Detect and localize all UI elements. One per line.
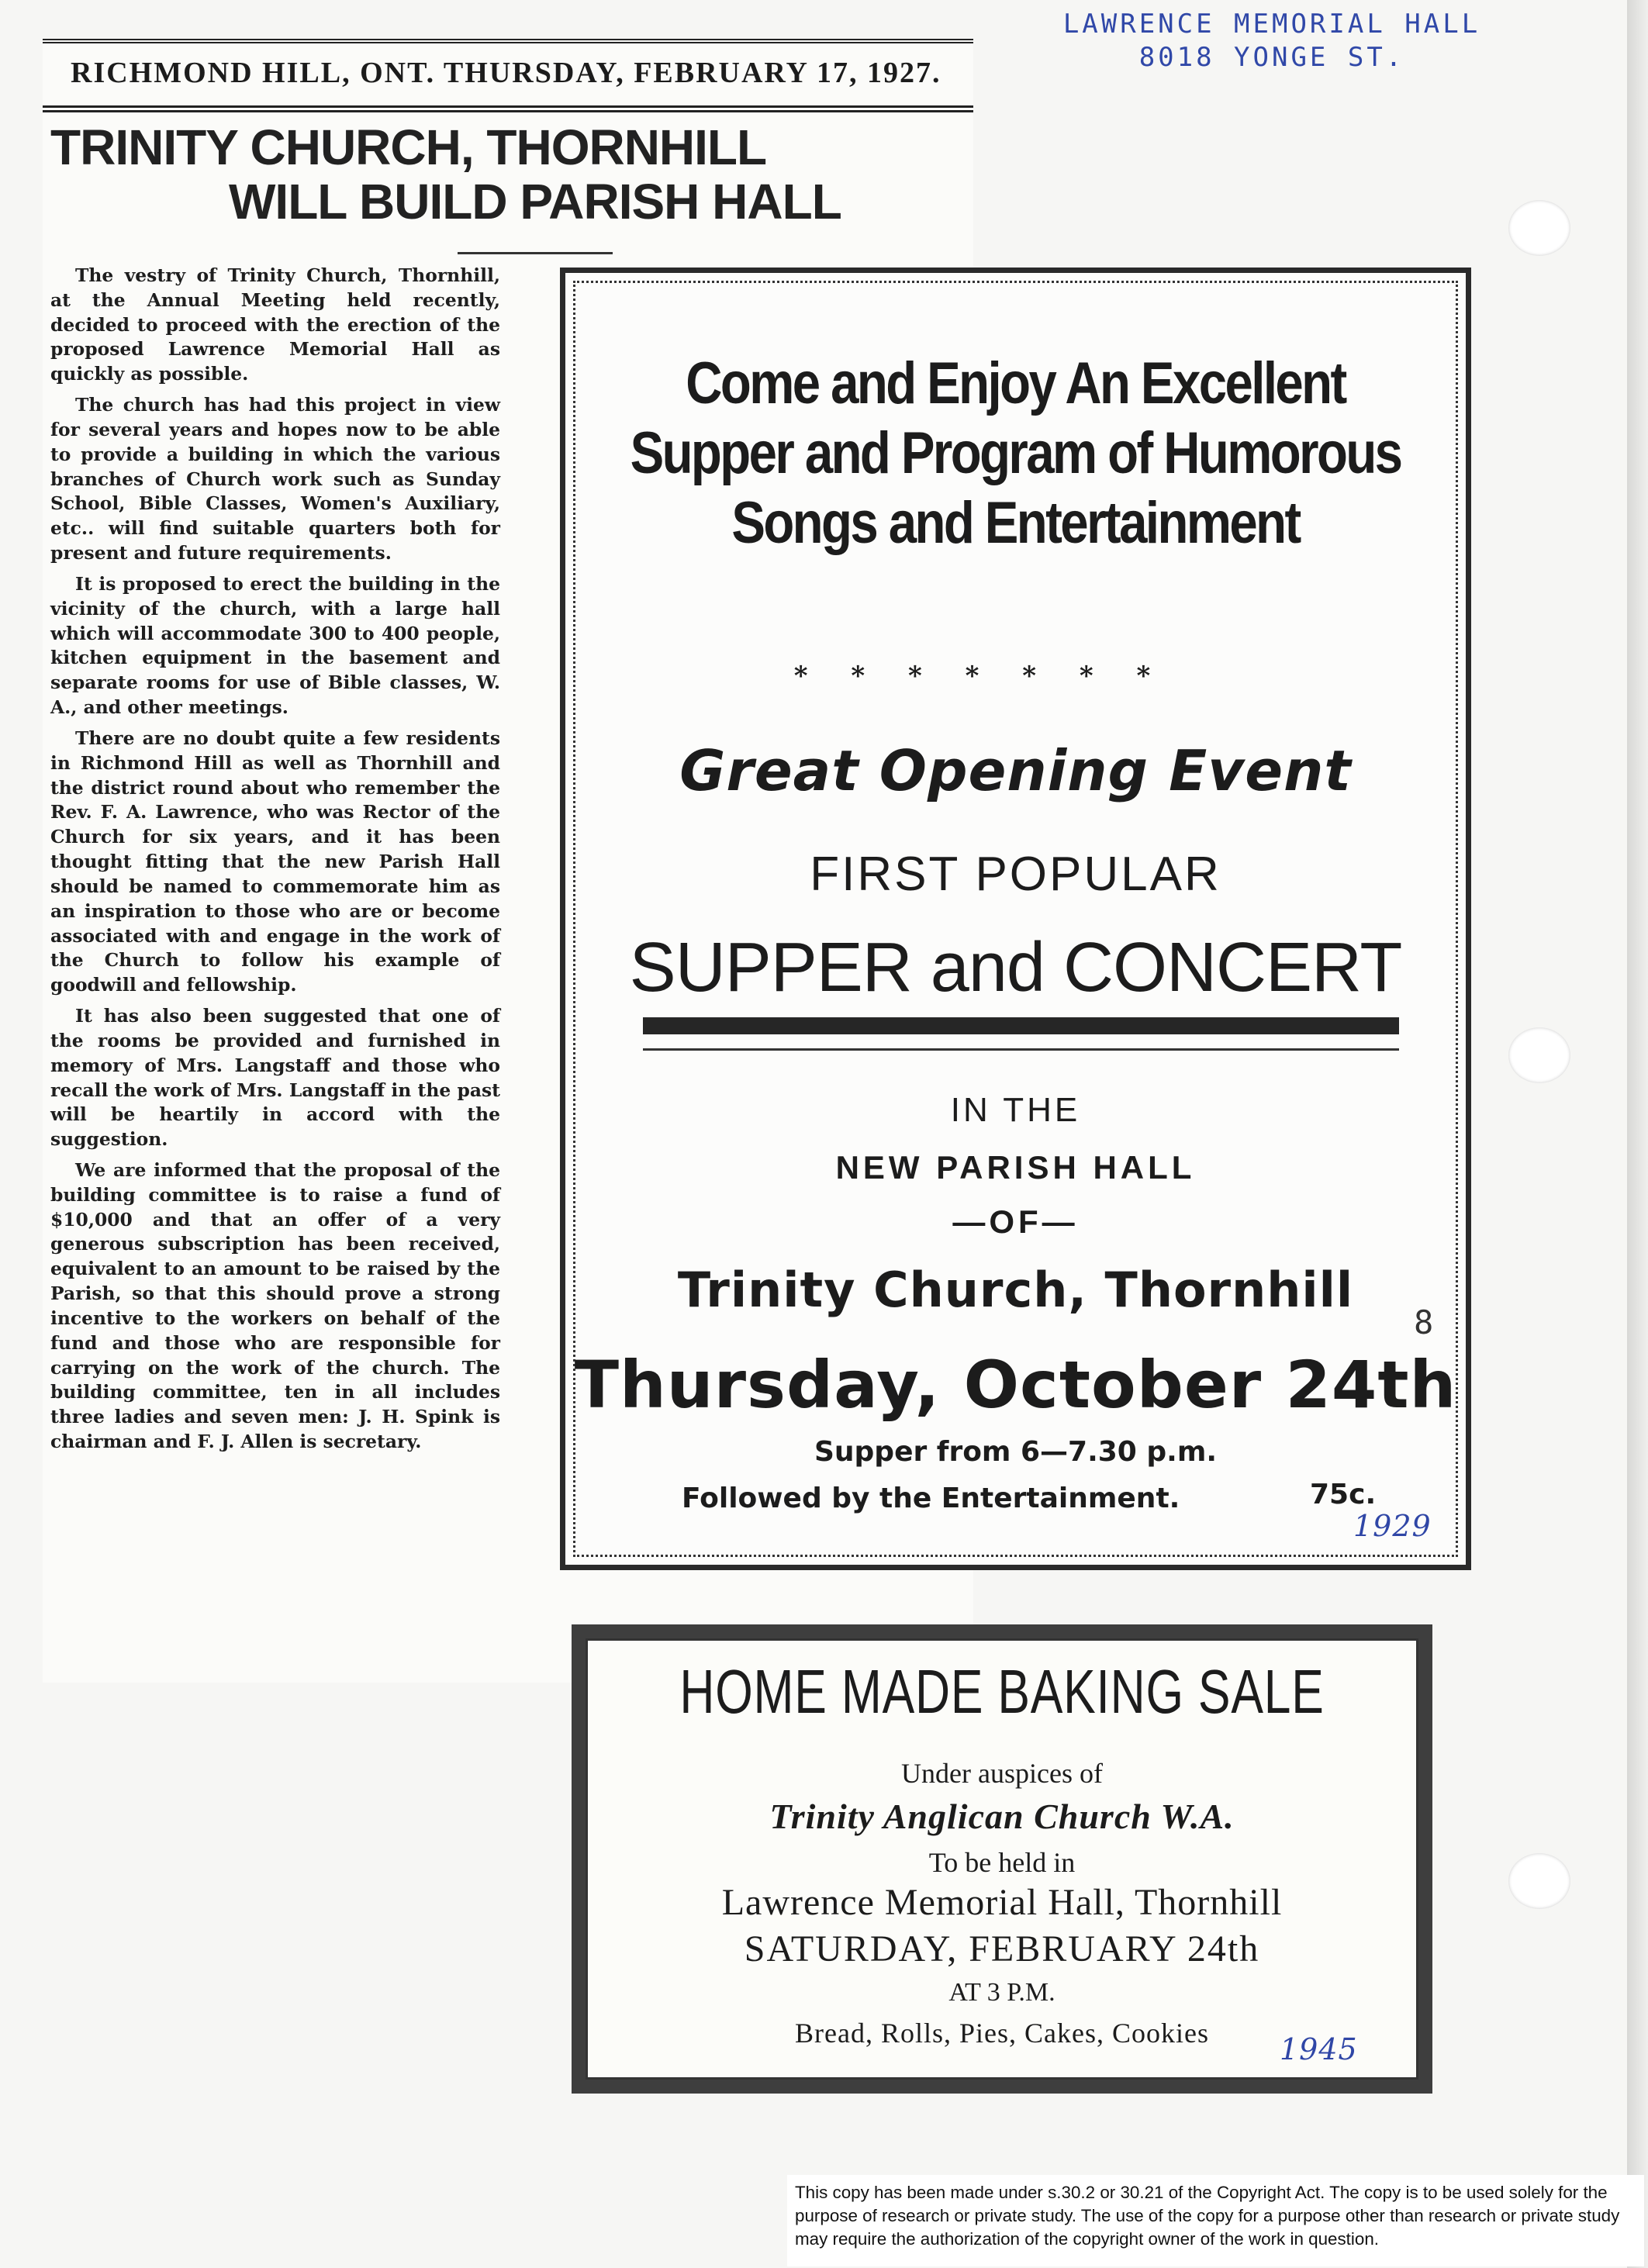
article-headline xyxy=(50,120,981,230)
headline-line-1: TRINITY CHURCH, THORNHILL xyxy=(50,119,767,175)
bake-auspices: Under auspices of xyxy=(901,1758,1103,1789)
ad-price: 75c. xyxy=(1310,1479,1377,1510)
article-paragraph: It has also been suggested that one of the rooms be provided and furnished in memory of Mrs. Langstaff and those who recall the work of Mrs. Langstaff in the past will be heartily in accord with the suggestion. xyxy=(50,1005,500,1151)
bake-date: SATURDAY, FEBRUARY 24th xyxy=(744,1928,1260,1969)
bake-title: HOME MADE BAKING SALE xyxy=(679,1657,1325,1726)
ad-followed-by: Followed by the Entertainment. xyxy=(682,1483,1180,1514)
article-paragraph: There are no doubt quite a few residents in Richmond Hill as well as Thornhill and the district round about who remember the Rev. F. A. Lawrence, who was Rector of the Church for six years, and it has been thought fitting that the new Parish Hall should be named to commemorate him as an inspiration to those who are or become associated with and engage in the work of the Church to follow his example of goodwill and fellowship. xyxy=(50,727,500,996)
bake-organization: Trinity Anglican Church W.A. xyxy=(769,1797,1235,1836)
copyright-notice: This copy has been made under s.30.2 or 30.21 of the Copyright Act. The copy is to be used solely for the purpose of research or private study. The use of the copy for a purpose other than research or private study may require the authorization of the copyright owner of the work in question. xyxy=(787,2175,1644,2266)
article-paragraph: The church has had this project in view for several years and hopes now to be able to provide a building in which the various branches of Church work such as Sunday School, Bible Classes, Women's Auxiliary, etc.. will find suitable quarters both for present and future requirements. xyxy=(50,394,500,564)
headline-divider xyxy=(458,252,613,254)
ad-in-the: IN THE xyxy=(950,1091,1081,1129)
concert-advertisement xyxy=(560,268,1471,1570)
article-body xyxy=(50,264,500,1461)
bake-sale-advertisement xyxy=(572,1624,1432,2094)
page-edge-shadow xyxy=(1627,0,1648,2268)
article-paragraph: It is proposed to erect the building in the vicinity of the church, with a large hall which will accommodate 300 to 400 people, kitchen equipment in the basement and separate rooms for use of Bible classes, W. A., and other meetings. xyxy=(50,572,500,719)
bake-venue: Lawrence Memorial Hall, Thornhill xyxy=(721,1882,1283,1923)
handwritten-address: 8018 YONGE ST. xyxy=(1138,41,1405,73)
article-paragraph: The vestry of Trinity Church, Thornhill, at the Annual Meeting held recently, decided to proceed with the erection of the proposed Lawrence Memorial Hall as quickly as possible. xyxy=(50,264,500,385)
binder-hole-middle xyxy=(1508,1027,1570,1083)
ad-new-parish-hall: NEW PARISH HALL xyxy=(835,1149,1196,1186)
ad-event-date: Thursday, October 24th xyxy=(574,1347,1457,1423)
ad-thin-rule xyxy=(643,1048,1399,1051)
ad-supper-concert: SUPPER and CONCERT xyxy=(629,929,1402,1006)
ad-church-name: Trinity Church, Thornhill xyxy=(677,1262,1354,1318)
ad-of: —OF— xyxy=(952,1203,1079,1240)
handwritten-page-mark: 8 xyxy=(1414,1303,1434,1341)
handwritten-hall-name: LAWRENCE MEMORIAL HALL xyxy=(1062,9,1481,40)
masthead-dateline: RICHMOND HILL, ONT. THURSDAY, FEBRUARY 17, 1927. xyxy=(71,57,941,89)
masthead-bar xyxy=(43,39,973,112)
handwritten-year-1945: 1945 xyxy=(1280,2032,1358,2066)
bake-held-in: To be held in xyxy=(928,1847,1076,1878)
handwritten-year-1929: 1929 xyxy=(1353,1509,1432,1543)
headline-line-2: WILL BUILD PARISH HALL xyxy=(229,174,841,230)
article-paragraph: We are informed that the proposal of the building committee is to raise a fund of $10,000 and that an offer of a very generous subscription has been received, equivalent to an amount to be raised by the Parish, so that this should prove a strong incentive to the workers on behalf of the fund and those who are responsible for carrying on the work of the church. The building committee, ten in all includes three ladies and seven men: J. H. Spink is chairman and F. J. Allen is secretary. xyxy=(50,1158,500,1453)
ad-stars-divider: * * * * * * * xyxy=(793,661,1168,692)
bake-items: Bread, Rolls, Pies, Cakes, Cookies xyxy=(795,2018,1209,2049)
ad-supper-time: Supper from 6—7.30 p.m. xyxy=(814,1436,1218,1468)
ad-lead-line-1: Come and Enjoy An Excellent xyxy=(686,350,1346,416)
binder-hole-bottom xyxy=(1508,1853,1570,1909)
bake-time: AT 3 P.M. xyxy=(948,1978,1055,2007)
bake-sale-panel xyxy=(586,1638,1418,2080)
ad-lead-line-2: Supper and Program of Humorous xyxy=(630,420,1401,486)
binder-hole-top xyxy=(1508,200,1570,256)
ad-thick-rule xyxy=(643,1017,1399,1034)
ad-first-popular: FIRST POPULAR xyxy=(810,847,1221,901)
handwritten-header xyxy=(1031,8,1512,74)
ad-lead-line-3: Songs and Entertainment xyxy=(731,490,1300,556)
ad-event-title: Great Opening Event xyxy=(679,738,1352,803)
